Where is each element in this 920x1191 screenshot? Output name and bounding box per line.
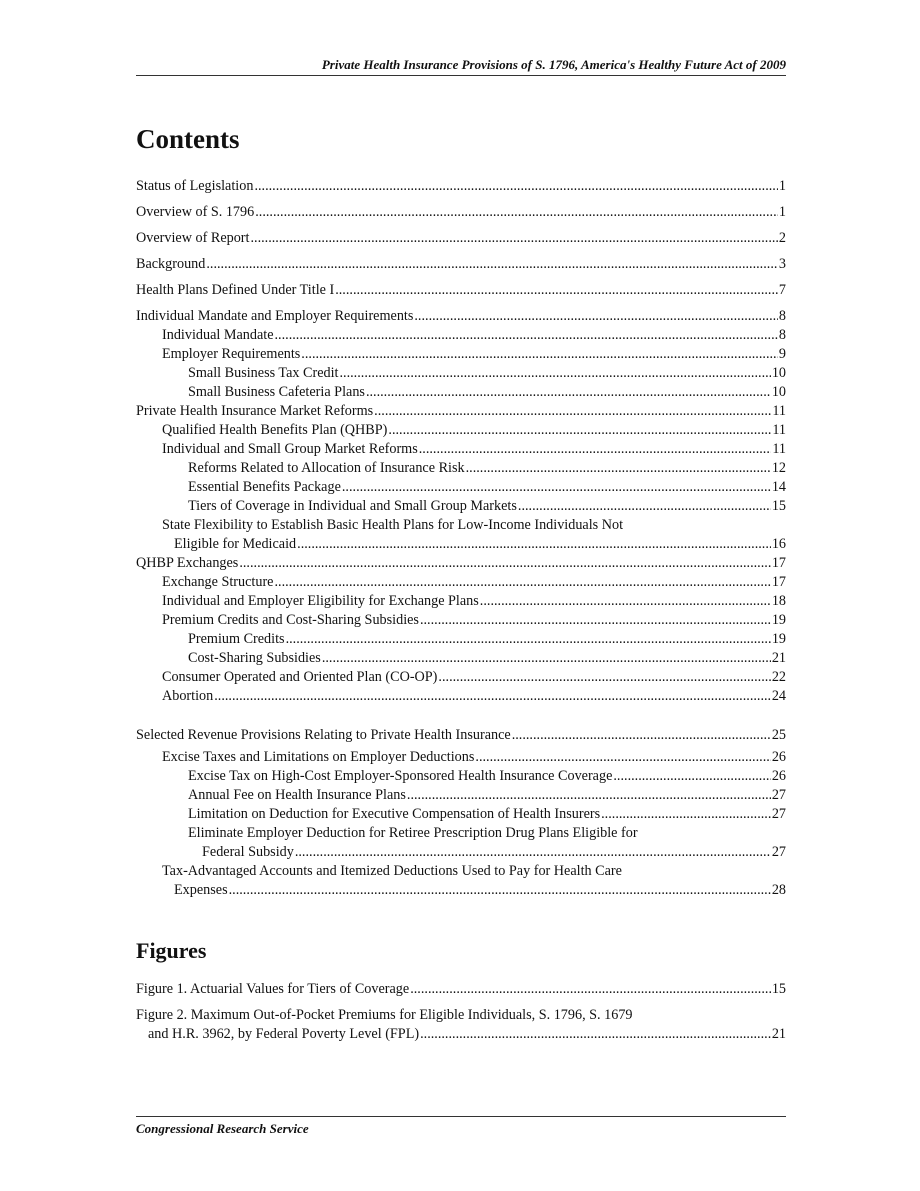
toc-entry[interactable]: Annual Fee on Health Insurance Plans ..... 27 <box>136 786 786 805</box>
toc-entry[interactable]: Consumer Operated and Oriented Plan (CO-OP) ..... 22 <box>136 668 786 687</box>
toc-entry[interactable]: Qualified Health Benefits Plan (QHBP) ..... 11 <box>136 421 786 440</box>
figure-entry[interactable]: Figure 1. Actuarial Values for Tiers of Coverage ..... 15 <box>136 980 786 999</box>
toc-entry-line1[interactable]: State Flexibility to Establish Basic Health Plans for Low-Income Individuals Not <box>162 517 624 533</box>
running-header: Private Health Insurance Provisions of S. 1796, America's Healthy Future Act of 2009 <box>321 57 786 72</box>
toc-entry[interactable]: Essential Benefits Package ..... 14 <box>136 478 786 497</box>
toc-entry[interactable]: Employer Requirements ..... 9 <box>136 345 786 364</box>
toc-entry[interactable]: Small Business Cafeteria Plans ..... 10 <box>136 383 786 402</box>
toc-entry[interactable]: Exchange Structure ..... 17 <box>136 573 786 592</box>
figures-heading: Figures <box>136 938 207 963</box>
toc-entry[interactable]: Overview of S. 1796 ..... 1 <box>136 203 786 222</box>
footer-rule <box>136 1116 786 1117</box>
toc-entry[interactable]: Eligible for Medicaid ..... 16 <box>136 535 786 554</box>
toc-entry[interactable]: Premium Credits ..... 19 <box>136 630 786 649</box>
toc-entry[interactable]: Premium Credits and Cost-Sharing Subsidies ..... 19 <box>136 611 786 630</box>
toc-group-top <box>136 281 786 300</box>
toc-group-top <box>136 177 786 196</box>
toc-entry[interactable]: Individual and Employer Eligibility for Exchange Plans ..... 18 <box>136 592 786 611</box>
toc-entry[interactable]: Cost-Sharing Subsidies ..... 21 <box>136 649 786 668</box>
toc-entry[interactable]: Individual Mandate ..... 8 <box>136 326 786 345</box>
toc-group-revenue-sub <box>136 748 786 900</box>
toc-entry-line1[interactable]: Tax-Advantaged Accounts and Itemized Deductions Used to Pay for Health Care <box>162 863 622 879</box>
toc-entry[interactable]: Abortion ..... 24 <box>136 687 786 706</box>
toc-entry[interactable]: QHBP Exchanges ..... 17 <box>136 554 786 573</box>
toc-group-top <box>136 255 786 274</box>
toc-entry[interactable]: Tiers of Coverage in Individual and Small Group Markets ..... 15 <box>136 497 786 516</box>
toc-group-top <box>136 229 786 248</box>
toc-entry[interactable]: Individual Mandate and Employer Requirements ..... 8 <box>136 307 786 326</box>
toc-entry[interactable]: Reforms Related to Allocation of Insurance Risk ..... 12 <box>136 459 786 478</box>
toc-entry[interactable]: Private Health Insurance Market Reforms ..... 11 <box>136 402 786 421</box>
contents-heading: Contents <box>136 124 240 154</box>
toc-entry[interactable]: Limitation on Deduction for Executive Compensation of Health Insurers ..... 27 <box>136 805 786 824</box>
toc-entry[interactable]: Background ..... 3 <box>136 255 786 274</box>
header-rule <box>136 75 786 76</box>
figure-entry-line1[interactable]: Figure 2. Maximum Out-of-Pocket Premiums for Eligible Individuals, S. 1796, S. 1679 <box>136 1007 633 1023</box>
toc-entry[interactable]: Small Business Tax Credit ..... 10 <box>136 364 786 383</box>
toc-entry[interactable]: Excise Taxes and Limitations on Employer Deductions ..... 26 <box>136 748 786 767</box>
toc-entry[interactable]: Health Plans Defined Under Title I ..... 7 <box>136 281 786 300</box>
toc-group-mandate <box>136 307 786 706</box>
toc-group-revenue <box>136 726 786 745</box>
toc-entry[interactable]: Federal Subsidy ..... 27 <box>136 843 786 862</box>
toc-entry[interactable]: Individual and Small Group Market Reforms ..... 11 <box>136 440 786 459</box>
toc-entry[interactable]: Overview of Report ..... 2 <box>136 229 786 248</box>
figures-list <box>136 1006 786 1044</box>
toc-entry[interactable]: Selected Revenue Provisions Relating to Private Health Insurance ..... 25 <box>136 726 786 745</box>
toc-entry[interactable]: Expenses ..... 28 <box>136 881 786 900</box>
toc-group-top <box>136 203 786 222</box>
footer-text: Congressional Research Service <box>136 1121 309 1136</box>
toc-entry[interactable]: Excise Tax on High-Cost Employer-Sponsored Health Insurance Coverage ..... 26 <box>136 767 786 786</box>
figure-entry[interactable]: and H.R. 3962, by Federal Poverty Level (FPL) ..... 21 <box>136 1025 786 1044</box>
toc-entry-line1[interactable]: Eliminate Employer Deduction for Retiree Prescription Drug Plans Eligible for <box>188 825 638 841</box>
figures-list <box>136 980 786 999</box>
toc-entry[interactable]: Status of Legislation ..... 1 <box>136 177 786 196</box>
